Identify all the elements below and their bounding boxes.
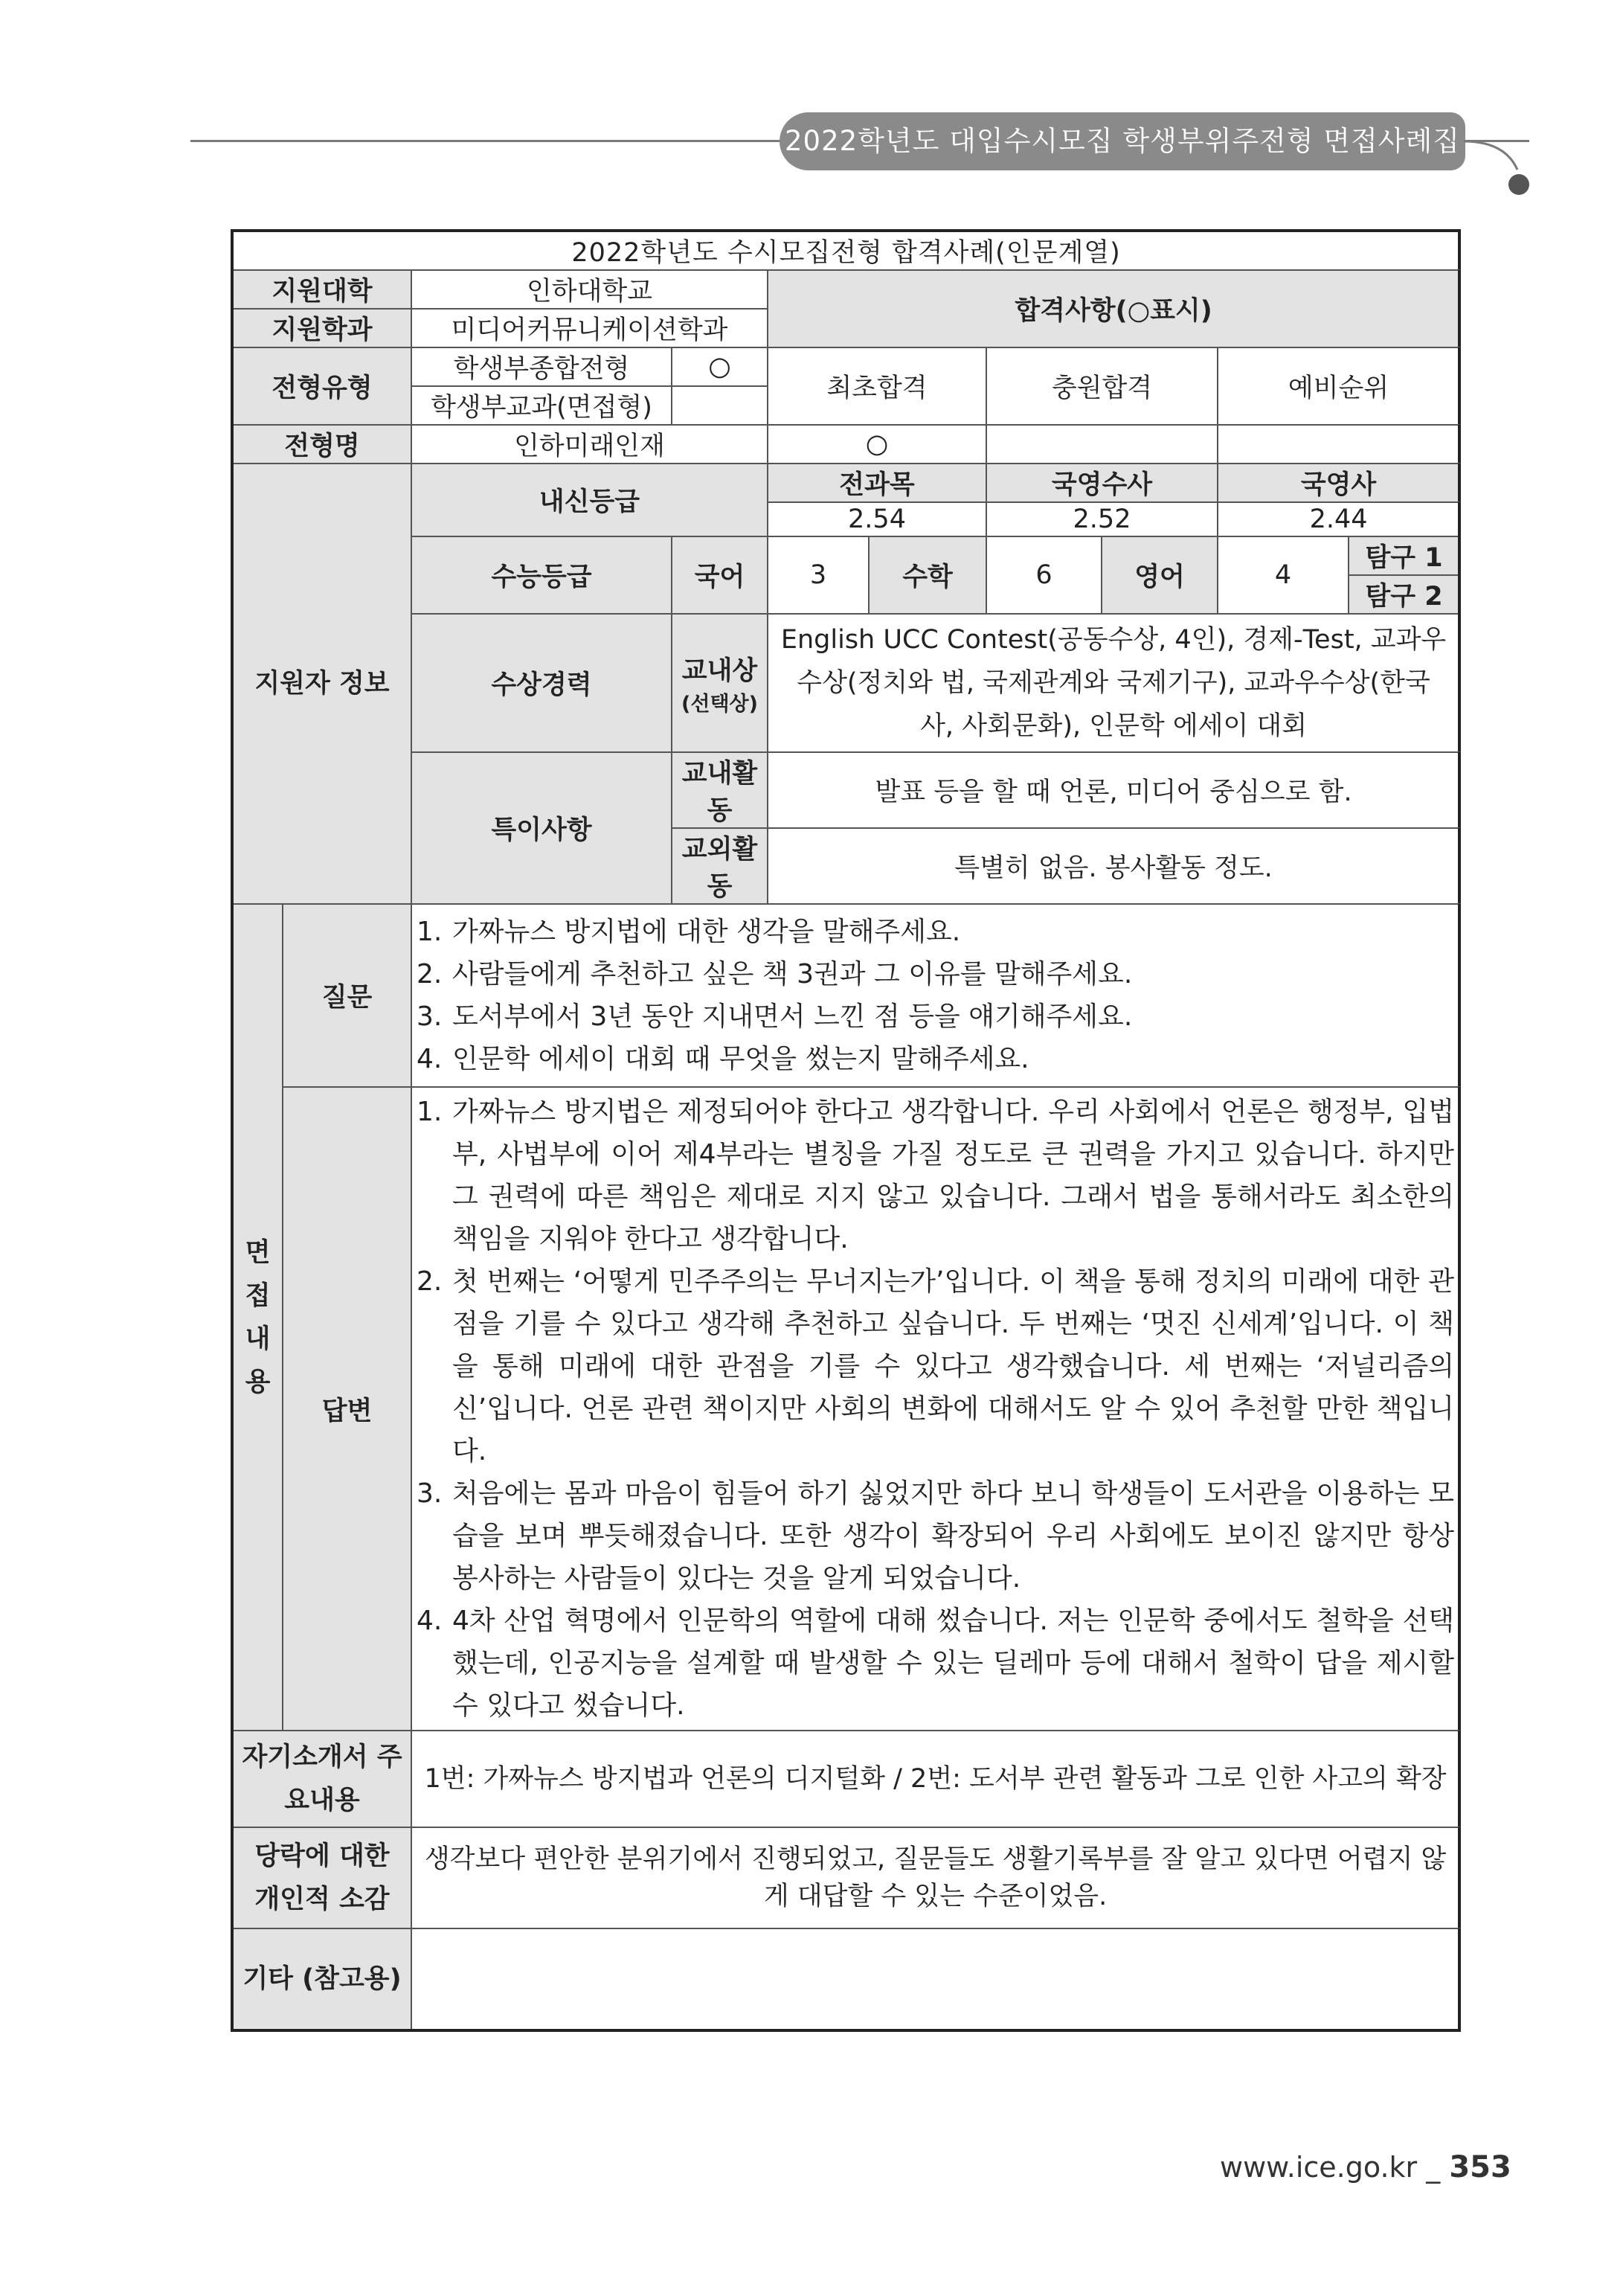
pass-label: 합격사항(○표시): [768, 270, 1459, 347]
out-activity-value: 특별히 없음. 봉사활동 정도.: [768, 828, 1459, 904]
sat-math-value: 6: [986, 536, 1102, 614]
gpa-col-kems: 국영수사: [986, 464, 1218, 502]
question-item: 2. 사람들에게 추천하고 싶은 책 3권과 그 이유를 말해주세요.: [417, 959, 1133, 990]
interview-label: 면접 내용: [232, 904, 283, 1731]
sat-english-value: 4: [1218, 536, 1349, 614]
intro-value: 1번: 가짜뉴스 방지법과 언론의 디지털화 / 2번: 도서부 관련 활동과 그로 인한 사고의 확장: [411, 1731, 1459, 1827]
footer: [1220, 2150, 1511, 2184]
gpa-label: 내신등급: [411, 464, 768, 536]
name-value: 인하미래인재: [411, 425, 768, 464]
sat-korean-value: 3: [768, 536, 869, 614]
special-label: 특이사항: [411, 752, 672, 904]
gpa-val-kes: 2.44: [1218, 502, 1459, 536]
gpa-val-all: 2.54: [768, 502, 986, 536]
name-label: 전형명: [232, 425, 411, 464]
question-cell: [411, 904, 1459, 1087]
award-text: English UCC Contest(공동수상, 4인), 경제-Test, 교과우수상(정치와 법, 국제관계와 국제기구), 교과우수상(한국사, 사회문화), 인문학 에세이 대회: [768, 614, 1459, 752]
out-activity-label: 교외활동: [672, 828, 768, 904]
type-comprehensive: 학생부종합전형: [411, 347, 672, 386]
type-comprehensive-mark: ○: [672, 347, 768, 386]
impression-value: 생각보다 편안한 분위기에서 진행되었고, 질문들도 생활기록부를 잘 알고 있다면 어렵지 않게 대답할 수 있는 수준이었음.: [411, 1827, 1459, 1928]
question-label: 질문: [283, 904, 411, 1087]
applicant-label: 지원자 정보: [232, 464, 411, 904]
award-type-main: 교내상: [681, 655, 758, 686]
pass-first-label: 최초합격: [768, 347, 986, 425]
answer-label: 답변: [283, 1087, 411, 1731]
sat-inquiry1-label: 탐구 1: [1349, 536, 1459, 575]
award-type: [672, 614, 768, 752]
dept-label: 지원학과: [232, 309, 411, 347]
etc-label: 기타 (참고용): [232, 1928, 411, 2030]
gpa-val-kems: 2.52: [986, 502, 1218, 536]
pass-waitlist-label: 예비순위: [1218, 347, 1459, 425]
in-activity-label: 교내활동: [672, 752, 768, 828]
sat-math-label: 수학: [869, 536, 986, 614]
etc-value: [411, 1928, 1459, 2030]
sat-label: 수능등급: [411, 536, 672, 614]
answer-list: [417, 1091, 1454, 1727]
answer-cell: [411, 1087, 1459, 1731]
header-banner: 2022학년도 대입수시모집 학생부위주전형 면접사례집: [780, 112, 1465, 170]
pass-waitlist-mark: [1218, 425, 1459, 464]
pass-additional-label: 충원합격: [986, 347, 1218, 425]
question-list: [417, 911, 1454, 1080]
sat-inquiry2-label: 탐구 2: [1349, 575, 1459, 614]
footer-url[interactable]: www.ice.go.kr _: [1220, 2151, 1450, 2184]
answer-item: 2. 첫 번째는 ‘어떻게 민주주의는 무너지는가’입니다. 이 책을 통해 정치의 미래에 대한 관점을 기를 수 있다고 생각해 추천하고 싶습니다. 두 번째는 ‘멋진 신세계’입니다. 이 책을 통해 미래에 대한 관점을 기를 수 있다고 생각했습니다. 세 번째는 ‘저널리즘의 신’입니다. 언론 관련 책이지만 사회의 변화에 대해서도 알 수 있어 추천할 만한 책입니다.: [417, 1266, 1455, 1466]
sat-english-label: 영어: [1102, 536, 1218, 614]
admission-case-table: [231, 229, 1461, 2032]
answer-item: 3. 처음에는 몸과 마음이 힘들어 하기 싫었지만 하다 보니 학생들이 도서관을 이용하는 모습을 보며 뿌듯해졌습니다. 또한 생각이 확장되어 우리 사회에도 보이진 않지만 항상 봉사하는 사람들이 있다는 것을 알게 되었습니다.: [417, 1478, 1455, 1594]
type-subject-interview-mark: [672, 386, 768, 425]
award-label: 수상경력: [411, 614, 672, 752]
question-item: 3. 도서부에서 3년 동안 지내면서 느낀 점 등을 얘기해주세요.: [417, 1001, 1133, 1032]
pass-additional-mark: [986, 425, 1218, 464]
gpa-col-kes: 국영사: [1218, 464, 1459, 502]
page-number: 353: [1449, 2150, 1511, 2184]
pass-first-mark: ○: [768, 425, 986, 464]
univ-label: 지원대학: [232, 270, 411, 309]
impression-label: 당락에 대한 개인적 소감: [232, 1827, 411, 1928]
univ-value: 인하대학교: [411, 270, 768, 309]
sat-korean-label: 국어: [672, 536, 768, 614]
question-item: 4. 인문학 에세이 대회 때 무엇을 썼는지 말해주세요.: [417, 1044, 1029, 1074]
type-subject-interview: 학생부교과(면접형): [411, 386, 672, 425]
header-curve-decoration: [1464, 140, 1538, 199]
award-type-sub: (선택상): [681, 692, 758, 716]
answer-item: 4. 4차 산업 혁명에서 인문학의 역할에 대해 썼습니다. 저는 인문학 중에서도 철학을 선택했는데, 인공지능을 설계할 때 발생할 수 있는 딜레마 등에 대해서 철학이 답을 제시할 수 있다고 썼습니다.: [417, 1606, 1455, 1721]
type-label: 전형유형: [232, 347, 411, 425]
answer-item: 1. 가짜뉴스 방지법은 제정되어야 한다고 생각합니다. 우리 사회에서 언론은 행정부, 입법부, 사법부에 이어 제4부라는 별칭을 가질 정도로 큰 권력을 가지고 있습니다. 하지만 그 권력에 따른 책임은 제대로 지지 않고 있습니다. 그래서 법을 통해서라도 최소한의 책임을 지워야 한다고 생각합니다.: [417, 1097, 1455, 1254]
question-item: 1. 가짜뉴스 방지법에 대한 생각을 말해주세요.: [417, 917, 961, 947]
intro-label: 자기소개서 주요내용: [232, 1731, 411, 1827]
table-title: 2022학년도 수시모집전형 합격사례(인문계열): [232, 231, 1459, 270]
dept-value: 미디어커뮤니케이션학과: [411, 309, 768, 347]
in-activity-value: 발표 등을 할 때 언론, 미디어 중심으로 함.: [768, 752, 1459, 828]
gpa-col-all: 전과목: [768, 464, 986, 502]
